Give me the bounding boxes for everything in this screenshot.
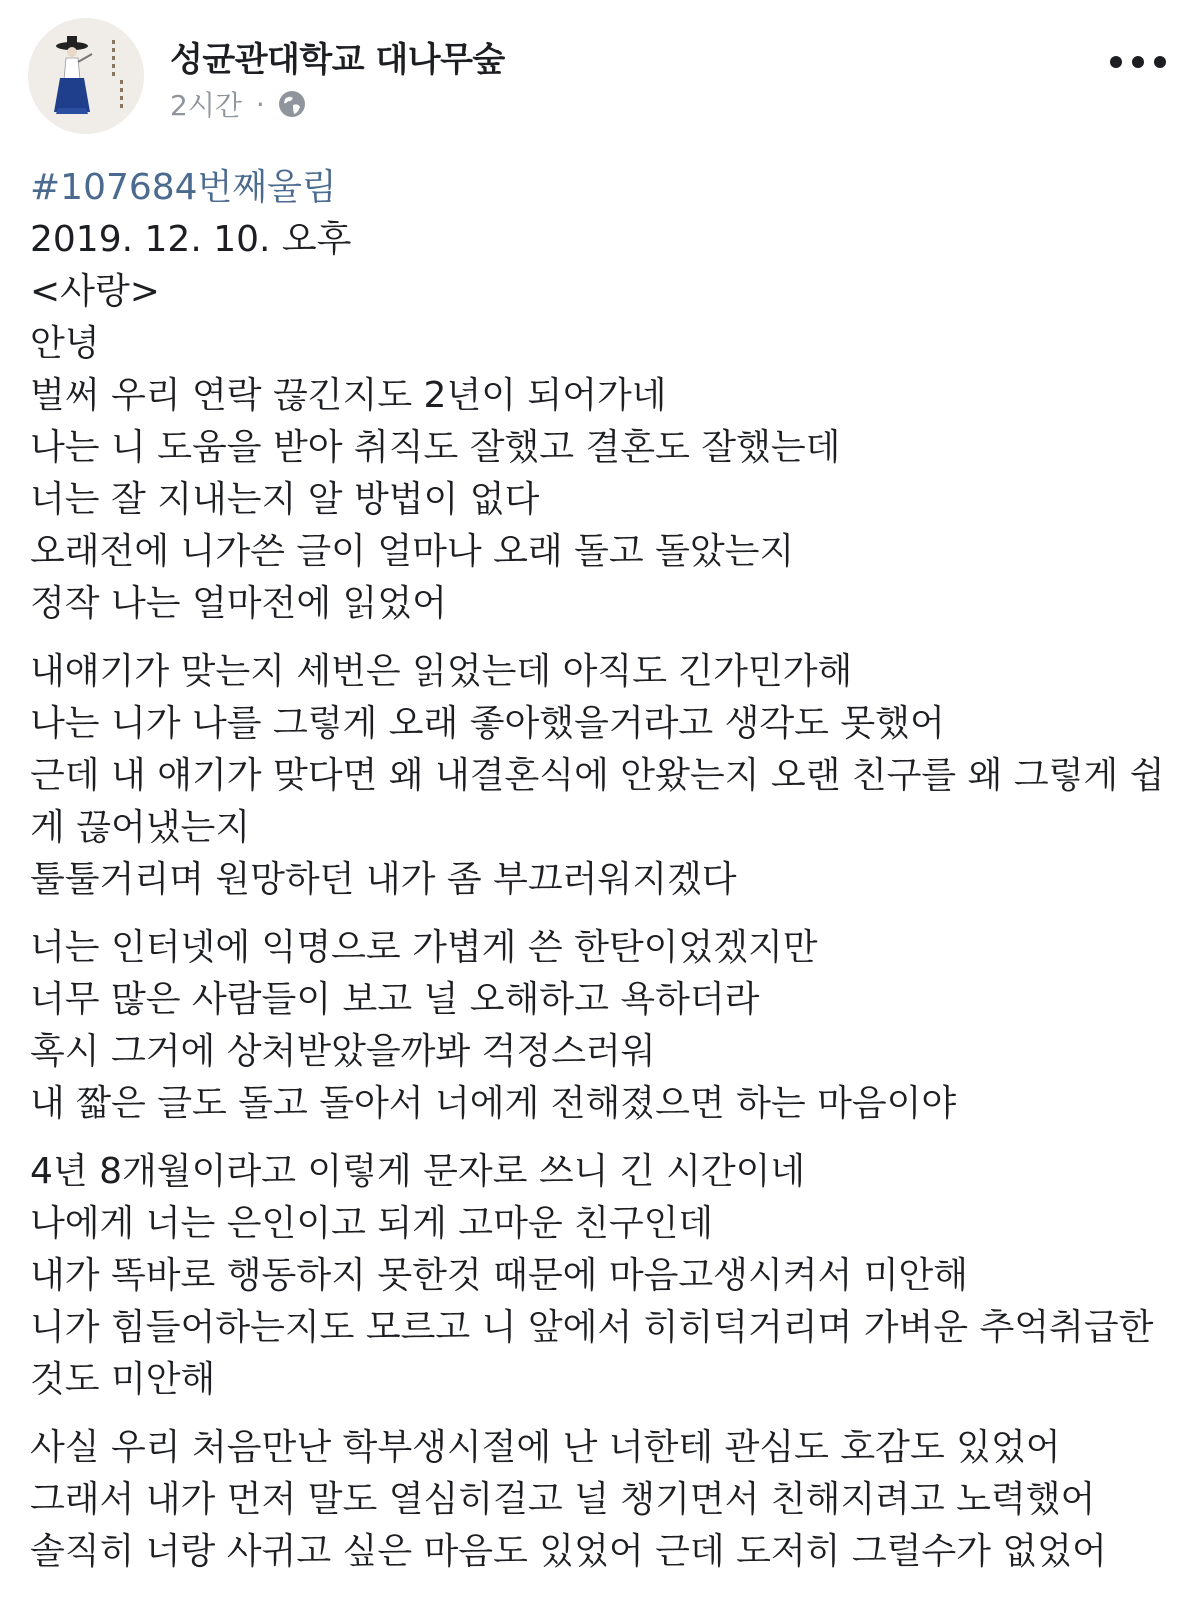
post-line: 툴툴거리며 원망하던 내가 좀 부끄러워지겠다 <box>30 859 737 900</box>
post-header <box>28 18 1172 134</box>
post-line: 혹시 그거에 상처받았을까봐 걱정스러워 <box>30 1031 656 1072</box>
dot <box>1132 56 1144 68</box>
post-line: 나에게 너는 은인이고 되게 고마운 친구인데 <box>30 1203 714 1244</box>
post-timestamp[interactable]: 2시간 <box>170 89 242 122</box>
post-line: 나는 니가 나를 그렇게 오래 좋아했을거라고 생각도 못했어 <box>30 703 945 744</box>
post-paragraph <box>30 1146 1180 1406</box>
post-line: 오래전에 니가쓴 글이 얼마나 오래 돌고 돌았는지 <box>30 531 795 572</box>
page-avatar[interactable] <box>28 18 144 134</box>
post-paragraph <box>30 1422 1180 1578</box>
globe-icon <box>277 89 307 119</box>
meta-separator: · <box>255 87 265 121</box>
post-paragraph <box>30 646 1180 906</box>
post-line: 너무 많은 사람들이 보고 널 오해하고 욕하더라 <box>30 979 760 1020</box>
post-line: 정작 나는 얼마전에 읽었어 <box>30 583 447 624</box>
post-line: 그래서 내가 먼저 말도 열심히걸고 널 챙기면서 친해지려고 노력했어 <box>30 1479 1096 1520</box>
post-line: 나는 니 도움을 받아 취직도 잘했고 결혼도 잘했는데 <box>30 427 841 468</box>
post-paragraph <box>30 922 1180 1130</box>
avatar-illustration <box>28 18 144 134</box>
dot <box>1110 56 1122 68</box>
post-meta <box>170 84 307 124</box>
dot <box>1154 56 1166 68</box>
post-line: 니가 힘들어하는지도 모르고 니 앞에서 히히덕거리며 가벼운 추억취급한것도 미안해 <box>30 1307 1154 1400</box>
post-line: 안녕 <box>30 323 100 364</box>
post-line: 근데 내 얘기가 맞다면 왜 내결혼식에 안왔는지 오랜 친구를 왜 그렇게 쉽게 끊어냈는지 <box>30 755 1165 848</box>
post-body <box>30 162 1180 1578</box>
post-hashtag[interactable]: #107684번째울림 <box>30 167 337 208</box>
post-line: 2019. 12. 10. 오후 <box>30 219 352 260</box>
post-line: 내 짧은 글도 돌고 돌아서 너에게 전해졌으면 하는 마음이야 <box>30 1083 957 1124</box>
post-line: 사실 우리 처음만난 학부생시절에 난 너한테 관심도 호감도 있었어 <box>30 1427 1061 1468</box>
post-line: 솔직히 너랑 사귀고 싶은 마음도 있었어 근데 도저히 그럴수가 없었어 <box>30 1531 1107 1572</box>
post-line: <사랑> <box>30 271 160 312</box>
post-line: 내가 똑바로 행동하지 못한것 때문에 마음고생시켜서 미안해 <box>30 1255 969 1296</box>
more-options-icon[interactable] <box>1110 48 1166 76</box>
post-line: 벌써 우리 연락 끊긴지도 2년이 되어가네 <box>30 375 667 416</box>
post-line: 너는 인터넷에 익명으로 가볍게 쓴 한탄이었겠지만 <box>30 927 818 968</box>
post-line: 4년 8개월이라고 이렇게 문자로 쓰니 긴 시간이네 <box>30 1151 806 1192</box>
page-name[interactable]: 성균관대학교 대나무숲 <box>170 40 505 80</box>
post-line: 너는 잘 지내는지 알 방법이 없다 <box>30 479 540 520</box>
post-line: 내얘기가 맞는지 세번은 읽었는데 아직도 긴가민가해 <box>30 651 853 692</box>
